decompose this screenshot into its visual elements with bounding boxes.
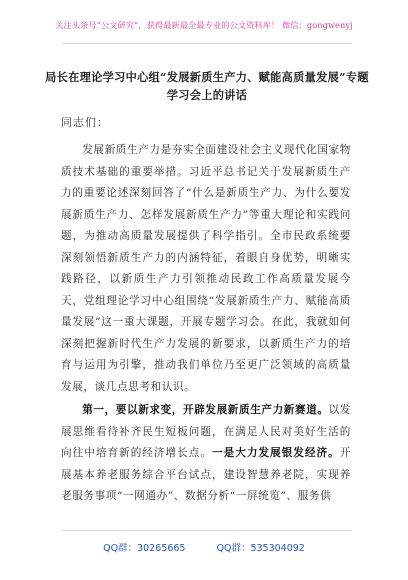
header-divider <box>62 43 352 44</box>
header-notice: 关注头条号“公文研究”，获得最新最全最专业的公文资料库！ 微信：gongwenyj <box>55 20 353 30</box>
salutation: 同志们： <box>61 116 109 129</box>
paragraph-2-bold: 一是大力发展银发经济。 <box>212 447 340 459</box>
paragraph-1: 发展新质生产力是夯实全面建设社会主义现代化国家物质技术基础的重要举措。习近平总书记关于发展新质生产力的重要论述深刻回答了“什么是新质生产力、为什么要发展新质生产力、怎样发展新质生产力”等重大理论和实践问题，为推动高质量发展提供了科学指引。全市民政系统要深刻领悟新质生产力的内涵特征，着眼自身优势，明晰实践路径，以新质生产力引领推动民政工作高质量发展今天，党组理论学习中心组围绕“发展新质生产力、赋能高质量发展”这一重大课题，开展专题学习会。在此，我就如何深刻把握新时代生产力发展的新要求，以新质生产力的培育与运用为引擎，推动我们单位乃至更广泛领域的高质量发展，谈几点思考和认识。 <box>61 144 351 393</box>
footer-qq-group-2: QQ群：535304092 <box>216 543 305 554</box>
paragraph-2 <box>61 400 351 508</box>
paragraph-2-mid: 以发展思维看待补齐民生短板问题，在满足人民对美好生活的向往中培育新的经济增长点。 <box>61 404 352 459</box>
footer <box>0 540 408 554</box>
footer-qq-group-1: QQ群：30265665 <box>103 543 186 554</box>
paragraph-2-tail: 开展基本养老服务综合平台试点，建设智慧养老院，实现养老服务事项“一网通办”、数据分析“一屏统览”、服务供 <box>61 447 351 502</box>
footer-divider <box>62 530 352 531</box>
document-title: 局长在理论学习中心组“发展新质生产力、赋能高质量发展”专题学习会上的讲话 <box>45 70 369 102</box>
paragraph-2-lead: 第一，要以新求变，开辟发展新质生产力新赛道。 <box>82 404 329 416</box>
